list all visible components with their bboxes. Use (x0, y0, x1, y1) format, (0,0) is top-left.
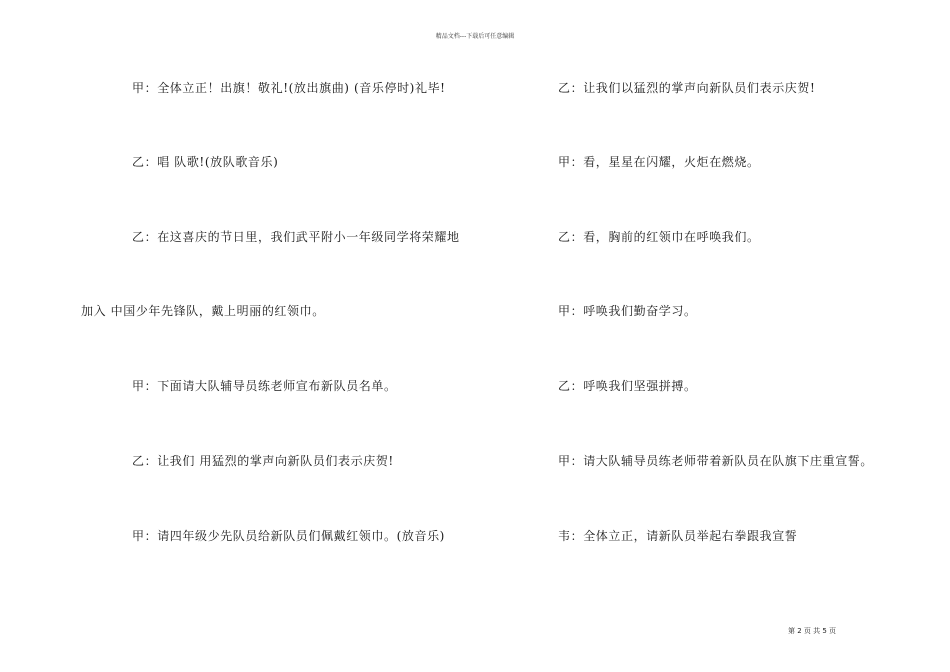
right-line-4: 甲：呼唤我们勤奋学习。 (558, 304, 697, 318)
left-line-1: 甲：全体立正！出旗！敬礼!(放出旗曲) (音乐停时)礼毕! (132, 81, 446, 95)
page-number: 第 2 页 共 5 页 (788, 627, 837, 635)
left-line-6: 乙：让我们 用猛烈的掌声向新队员们表示庆贺! (132, 454, 394, 468)
right-line-5: 乙：呼唤我们坚强拼搏。 (558, 379, 697, 393)
right-line-3: 乙：看，胸前的红领巾在呼唤我们。 (558, 230, 760, 244)
right-line-1: 乙：让我们以猛烈的掌声向新队员们表示庆贺! (558, 81, 816, 95)
left-line-3: 乙：在这喜庆的节日里，我们武平附小一年级同学将荣耀地 (132, 230, 460, 244)
page-header: 精品文档---下载后可任意编辑 (435, 33, 515, 40)
right-line-6: 甲：请大队辅导员练老师带着新队员在队旗下庄重宣誓。 (558, 454, 874, 468)
right-line-2: 甲：看，星星在闪耀，火炬在燃烧。 (558, 155, 760, 169)
left-line-2: 乙：唱 队歌!(放队歌音乐) (132, 155, 279, 169)
left-line-7: 甲：请四年级少先队员给新队员们佩戴红领巾。(放音乐) (132, 529, 445, 543)
left-line-4: 加入 中国少年先锋队，戴上明丽的红领巾。 (81, 304, 325, 318)
right-line-7: 韦：全体立正，请新队员举起右拳跟我宣誓 (558, 529, 798, 543)
left-line-5: 甲：下面请大队辅导员练老师宣布新队员名单。 (132, 379, 397, 393)
